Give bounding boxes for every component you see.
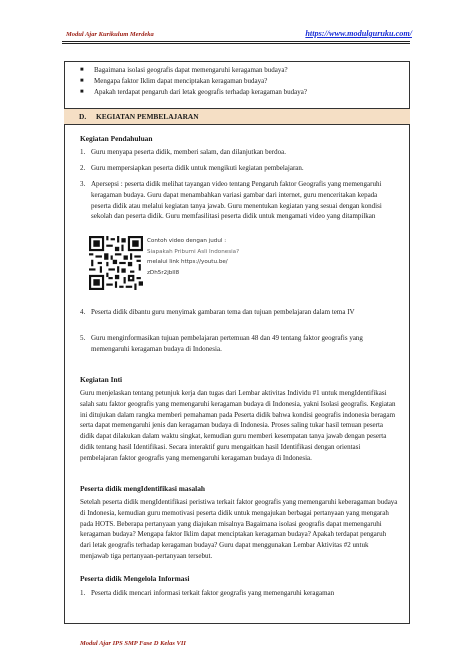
header-rule-bottom — [62, 43, 410, 44]
question-text: Apakah terdapat pengaruh dari letak geografis terhadap keragaman budaya? — [94, 87, 308, 96]
list-item — [80, 179, 398, 222]
item-text: Guru menyapa peserta didik, memberi salam, dan dilanjutkan berdoa. — [91, 148, 286, 156]
list-item — [80, 588, 398, 599]
item-number: 4. — [80, 308, 86, 316]
video-title: Siapakah Pribumi Asli Indonesia? — [147, 248, 240, 255]
list-item — [80, 307, 398, 318]
bullet-icon: ■ — [80, 88, 84, 95]
qr-code-image — [89, 236, 143, 290]
question-text: Bagaimana isolasi geografis dapat memengaruhi keragaman budaya? — [94, 66, 288, 74]
section-title: KEGIATAN PEMBELAJARAN — [96, 112, 199, 121]
item-text: Guru menginformasikan tujuan pembelajaran pertemuan 48 dan 49 tentang faktor geografis yang memengaruhi keragaman budaya di Indonesia. — [91, 334, 363, 353]
question-text: Mengapa faktor Iklim dapat menciptakan keragaman budaya? — [94, 76, 268, 85]
item-number: 1. — [80, 589, 86, 597]
item-number: 1. — [80, 148, 86, 156]
informasi-heading: Peserta didik Mengelola Informasi — [80, 574, 190, 583]
item-text: Peserta didik dibantu guru menyimak gambaran tema dan tujuan pembelajaran dalam tema IV — [91, 308, 355, 316]
item-number: 2. — [80, 164, 86, 172]
list-item — [80, 163, 398, 174]
header-rule-top — [62, 41, 410, 42]
question-item — [80, 87, 400, 98]
pendahuluan-heading: Kegiatan Pendahuluan — [80, 134, 153, 143]
video-link[interactable]: melalui link https://youtu.be/ — [147, 259, 228, 265]
inti-heading: Kegiatan Inti — [80, 375, 123, 384]
inti-paragraph: Guru menjelaskan tentang petunjuk kerja dan tugas dari Lembar aktivitas Individu #1 untuk mengIdentifikasi salah satu faktor geografis yang memengaruhi keragaman budaya di Indonesia, yakni Isolasi geografis. Kegiatan ini ditujukan dalam rangka memberi pemahaman pada Peserta didik bahwa kondisi geografis indonesia beragam serta dapat memengaruhi jenis dan keragaman budaya di Indonesia. Proses saling tukar hasil temuan peserta didik dapat dilakukan dalam waktu singkat, kemudian guru memberi kesempatan tanya jawab dengan peserta didik tentang hasil Identifikasi. Secara interaktif guru mengaitkan hasil Identifikasi dengan orientasi pembelajaran faktor geografis yang memengaruhi keragaman budaya di Indonesia. — [80, 389, 396, 462]
video-caption-line: Contoh video dengan judul : — [147, 238, 227, 244]
question-item — [80, 76, 400, 87]
identifikasi-paragraph: Setelah peserta didik mengIdentifikasi peristiwa terkait faktor geografis yang memengaruhi keberagaman budaya di Indonesia, kemudian guru memotivasi peserta didik untuk mengajukan berbagai pertanyaan yang mengarah pada HOTS. Beberapa pertanyaan yang diajukan misalnya Bagaimana isolasi geografis dapat memengaruhi keragaman budaya? Mengapa faktor Iklim dapat menciptakan keragaman budaya? Apakah terdapat pengaruh dari letak geografis terhadap keragaman budaya? Guru dapat menggunakan Lembar Aktivitas #2 untuk menjawab tiga pertanyaan-pertanyaan tersebut. — [80, 498, 398, 560]
identifikasi-heading: Peserta didik mengIdentifikasi masalah — [80, 484, 206, 493]
video-caption — [147, 236, 239, 278]
item-text: Peserta didik mencari informasi terkait faktor geografis yang memengaruhi keragaman — [91, 589, 335, 597]
item-text: Apersepsi : peserta didik melihat tayangan video tentang Pengaruh faktor Geografis yang memengaruhi keragaman budaya. Guru dapat menambahkan variasi gambar dari internet, guru menceritakan kepada peserta didik atau melalui kegiatan tanya jawab. Guru menentukan kegiatan yang sesuai dengan kondisi sekolah dan peserta didik. Guru memfasilitasi peserta didik untuk mengamati video yang ditampilkan — [91, 180, 382, 221]
item-number: 5. — [80, 334, 86, 342]
list-item — [80, 147, 398, 158]
header-website-link[interactable]: https://www.modulguruku.com/ — [305, 29, 412, 38]
list-item — [80, 333, 398, 355]
footer-title: Modul Ajar IPS SMP Fase D Kelas VII — [80, 640, 186, 647]
bullet-icon: ■ — [80, 77, 84, 84]
item-number: 3. — [80, 180, 86, 188]
question-list — [80, 65, 400, 97]
question-item — [80, 65, 400, 76]
video-link-id[interactable]: zDh5r2jbII8 — [147, 269, 180, 276]
section-letter: D. — [79, 112, 87, 121]
item-text: Guru mempersiapkan peserta didik untuk mengikuti kegiatan pembelajaran. — [91, 164, 304, 172]
bullet-icon: ■ — [80, 67, 84, 73]
header-left-title: Modul Ajar Kurikulum Merdeka — [66, 31, 154, 38]
